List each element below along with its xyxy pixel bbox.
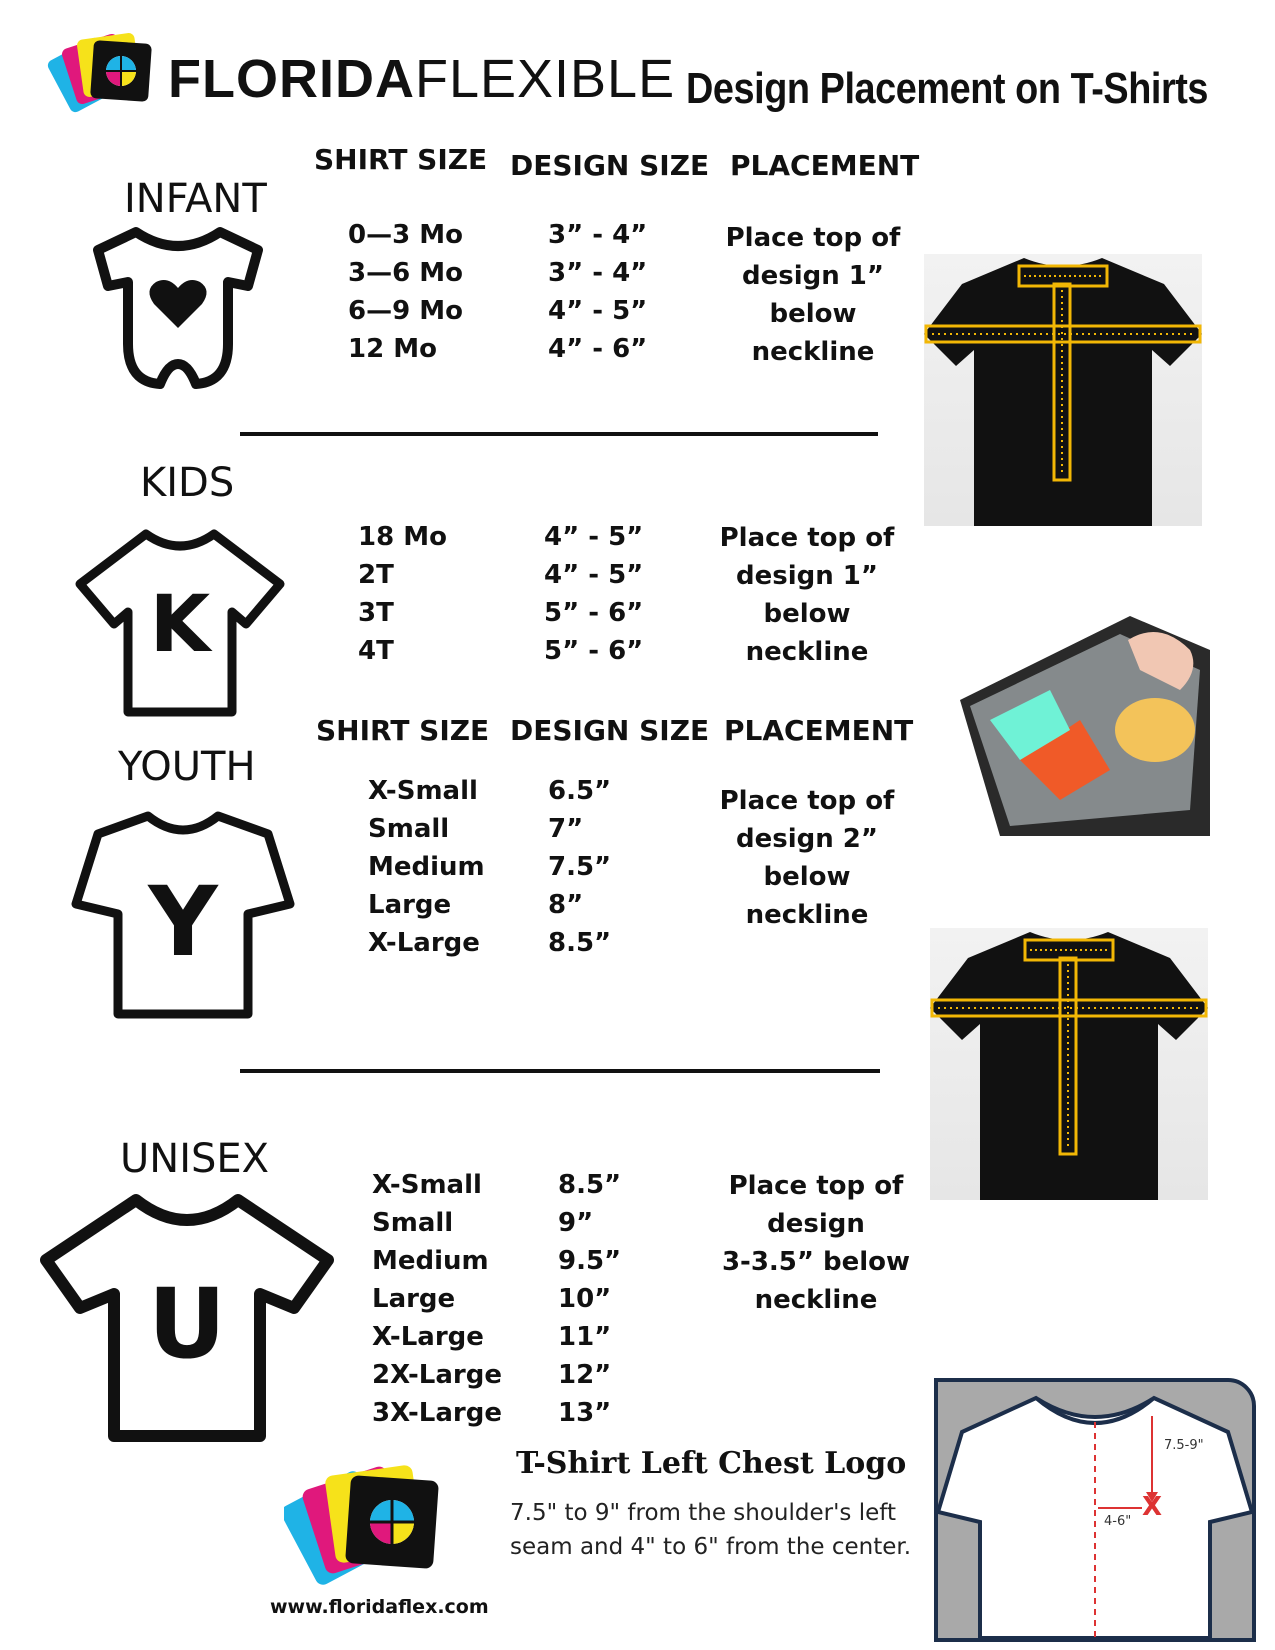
shirt-ruler-photo-2 <box>930 928 1208 1200</box>
unisex-design-3: 10” <box>558 1284 612 1314</box>
youth-shirt-icon <box>70 810 296 1022</box>
brand-name <box>168 48 675 110</box>
diagram-vertical-label: 7.5-9" <box>1164 1438 1204 1453</box>
unisex-size-4: X-Large <box>372 1322 484 1352</box>
unisex-size-5: 2X-Large <box>372 1360 502 1390</box>
unisex-size-2: Medium <box>372 1246 489 1276</box>
kids-placement-line-0: Place top of <box>719 523 895 553</box>
infant-placement-line-2: below <box>769 299 857 329</box>
unisex-size-1: Small <box>372 1208 454 1238</box>
header-placement-middle: PLACEMENT <box>724 714 914 747</box>
kids-design-1: 4” - 5” <box>544 560 644 590</box>
infant-design-3: 4” - 6” <box>548 334 648 364</box>
kids-placement <box>712 519 902 671</box>
unisex-design-6: 13” <box>558 1398 612 1428</box>
unisex-design-2: 9.5” <box>558 1246 622 1276</box>
kids-size-1: 2T <box>358 560 394 590</box>
youth-size-2: Medium <box>368 852 485 882</box>
unisex-design-0: 8.5” <box>558 1170 622 1200</box>
kids-design-3: 5” - 6” <box>544 636 644 666</box>
unisex-placement-line-0: Place top of <box>728 1171 904 1201</box>
chest-logo-line-2: seam and 4" to 6" from the center. <box>510 1534 912 1560</box>
youth-size-0: X-Small <box>368 776 478 806</box>
youth-placement <box>712 782 902 934</box>
section-divider-2 <box>240 1069 880 1073</box>
kids-size-2: 3T <box>358 598 394 628</box>
infant-size-1: 3—6 Mo <box>348 258 463 288</box>
brand-logo-mark <box>46 28 156 116</box>
kids-shirt-letter: K <box>149 580 211 670</box>
unisex-design-1: 9” <box>558 1208 594 1238</box>
infant-size-0: 0—3 Mo <box>348 220 463 250</box>
infant-placement-line-3: neckline <box>751 337 875 367</box>
page-title: Design Placement on T-Shirts <box>686 64 1209 113</box>
youth-size-1: Small <box>368 814 450 844</box>
unisex-shirt-letter: U <box>148 1268 226 1380</box>
unisex-size-3: Large <box>372 1284 456 1314</box>
unisex-placement-line-1: design <box>767 1209 865 1239</box>
infant-size-2: 6—9 Mo <box>348 296 463 326</box>
brand-name-light: FLEXIBLE <box>414 49 676 109</box>
unisex-label: UNISEX <box>120 1136 270 1182</box>
header-design-size-top: DESIGN SIZE <box>510 149 710 182</box>
youth-placement-line-2: below <box>763 862 851 892</box>
header-design-size-middle: DESIGN SIZE <box>510 714 710 747</box>
onesie-heart-icon <box>92 224 264 394</box>
youth-design-2: 7.5” <box>548 852 612 882</box>
chest-logo-line-1: 7.5" to 9" from the shoulder's left <box>510 1500 896 1526</box>
infant-design-1: 3” - 4” <box>548 258 648 288</box>
section-divider-1 <box>240 432 878 436</box>
unisex-design-4: 11” <box>558 1322 612 1352</box>
unisex-placement-line-2: 3-3.5” below <box>721 1247 911 1277</box>
diagram-horizontal-label: 4-6" <box>1104 1514 1132 1529</box>
header-placement-top: PLACEMENT <box>730 149 920 182</box>
infant-size-3: 12 Mo <box>348 334 437 364</box>
youth-design-0: 6.5” <box>548 776 612 806</box>
kids-design-2: 5” - 6” <box>544 598 644 628</box>
youth-placement-line-1: design 2” <box>736 824 878 854</box>
infant-placement <box>718 219 908 371</box>
youth-placement-line-0: Place top of <box>719 786 895 816</box>
kids-label: KIDS <box>140 460 235 506</box>
unisex-placement <box>718 1167 914 1319</box>
kids-placement-line-1: design 1” <box>736 561 878 591</box>
diagram-x-mark: X <box>1142 1492 1163 1522</box>
youth-size-3: Large <box>368 890 452 920</box>
footer-logo-mark <box>284 1454 454 1590</box>
brand-name-bold: FLORIDA <box>168 49 415 109</box>
unisex-size-0: X-Small <box>372 1170 482 1200</box>
chest-logo-description <box>510 1496 911 1564</box>
footer-url[interactable]: www.floridaflex.com <box>270 1596 489 1618</box>
infant-design-0: 3” - 4” <box>548 220 648 250</box>
kids-shirt-icon <box>74 528 286 720</box>
youth-label: YOUTH <box>118 744 256 790</box>
header-shirt-size-top: SHIRT SIZE <box>314 143 488 176</box>
youth-size-4: X-Large <box>368 928 480 958</box>
youth-design-4: 8.5” <box>548 928 612 958</box>
kids-size-0: 18 Mo <box>358 522 447 552</box>
kids-placement-line-3: neckline <box>745 637 869 667</box>
youth-placement-line-3: neckline <box>745 900 869 930</box>
kids-design-0: 4” - 5” <box>544 522 644 552</box>
infant-placement-line-0: Place top of <box>725 223 901 253</box>
youth-design-1: 7” <box>548 814 584 844</box>
infant-design-2: 4” - 5” <box>548 296 648 326</box>
unisex-shirt-icon <box>38 1190 336 1446</box>
chest-logo-diagram <box>934 1378 1256 1642</box>
kids-placement-line-2: below <box>763 599 851 629</box>
infant-label: INFANT <box>124 176 267 222</box>
infant-placement-line-1: design 1” <box>742 261 884 291</box>
youth-shirt-letter: Y <box>148 866 218 978</box>
kids-size-3: 4T <box>358 636 394 666</box>
shirt-ruler-photo-1 <box>924 254 1202 526</box>
transfer-peel-photo <box>960 610 1210 836</box>
youth-design-3: 8” <box>548 890 584 920</box>
unisex-size-6: 3X-Large <box>372 1398 502 1428</box>
header-shirt-size-middle: SHIRT SIZE <box>316 714 490 747</box>
unisex-placement-line-3: neckline <box>754 1285 878 1315</box>
chest-logo-title: T-Shirt Left Chest Logo <box>516 1446 907 1481</box>
unisex-design-5: 12” <box>558 1360 612 1390</box>
